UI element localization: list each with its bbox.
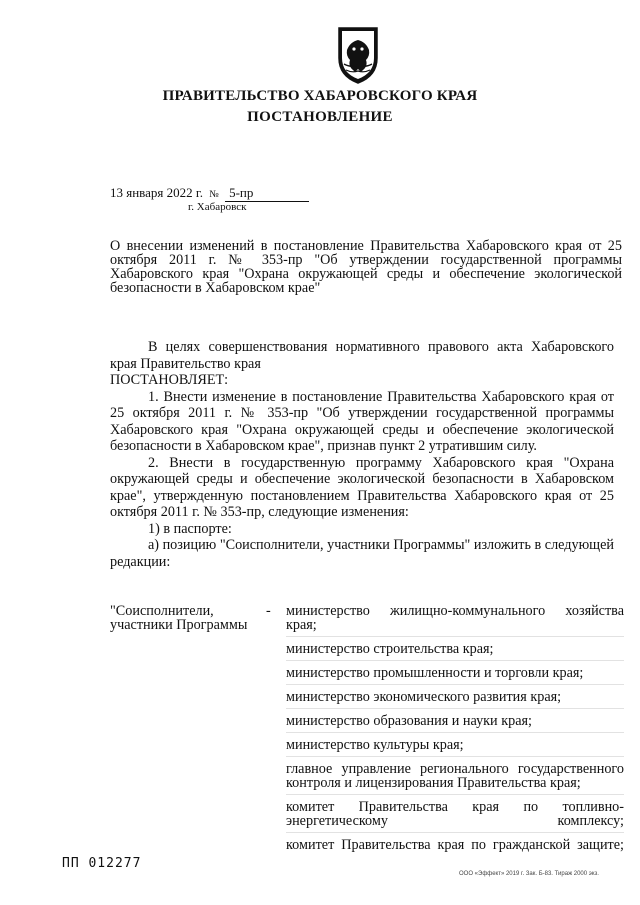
- item-1-paragraph: 1. Внести изменение в постановление Правительства Хабаровского края от 25 октября 2011 г. № 353-пр "Об утверждении государственной программы Хабаровского края "Охрана окружающей среды и обеспечение экологической безопасности в Хабаровском крае", признав пункт 2 утратившим силу.: [110, 388, 614, 454]
- number-label: №: [209, 189, 219, 200]
- form-serial-code: ПП 012277: [62, 856, 142, 871]
- list-item: министерство экономического развития края;: [286, 690, 624, 709]
- list-item: комитет Правительства края по топливно-энергетическому комплексу;: [286, 800, 624, 833]
- list-item: министерство промышленности и торговли края;: [286, 666, 624, 685]
- printer-imprint: ООО «Эффект» 2019 г. Зак. Б-83. Тираж 2000 экз.: [459, 871, 599, 877]
- document-number: 5-пр: [225, 185, 309, 202]
- list-item: министерство жилищно-коммунального хозяйства края;: [286, 604, 624, 637]
- list-item: министерство культуры края;: [286, 738, 624, 757]
- subitem-a-paragraph: а) позицию "Соисполнители, участники Программы" изложить в следующей редакции:: [110, 537, 614, 570]
- item-2-paragraph: 2. Внести в государственную программу Хабаровского края "Охрана окружающей среды и обеспечение экологической безопасности в Хабаровском крае", утвержденную постановлением Правительства Хабаровского края от 25 октября 2011 г. № 353-пр, следующие изменения:: [110, 454, 614, 520]
- document-city: г. Хабаровск: [188, 201, 247, 213]
- document-subject: О внесении изменений в постановление Правительства Хабаровского края от 25 октября 2011 г. № 353-пр "Об утверждении государственной программы Хабаровского края "Охрана окружающей среды и обеспечение экологической безопасности в Хабаровском крае": [110, 238, 622, 296]
- list-item: министерство образования и науки края;: [286, 714, 624, 733]
- intro-paragraph: В целях совершенствования нормативного правового акта Хабаровского края Правительство края: [110, 339, 614, 372]
- decree-word: ПОСТАНОВЛЯЕТ:: [110, 372, 229, 388]
- position-table-label: "Соисполнители, участники Программы: [110, 603, 248, 633]
- organization-title: ПРАВИТЕЛЬСТВО ХАБАРОВСКОГО КРАЯ: [162, 88, 478, 104]
- document-date: 13 января 2022 г.: [110, 185, 204, 200]
- document-date-number-line: [110, 185, 309, 202]
- list-item: министерство строительства края;: [286, 642, 624, 661]
- document-body: [110, 339, 614, 570]
- list-item: главное управление регионального государственного контроля и лицензирования Правительства края;: [286, 762, 624, 795]
- coat-of-arms-emblem: [333, 24, 383, 86]
- position-table-items: [286, 604, 624, 861]
- subitem-1-paragraph: 1) в паспорте:: [148, 520, 232, 537]
- position-table-dash: -: [266, 603, 271, 619]
- document-type-title: ПОСТАНОВЛЕНИЕ: [247, 109, 393, 125]
- list-item: комитет Правительства края по гражданской защите;: [286, 837, 624, 853]
